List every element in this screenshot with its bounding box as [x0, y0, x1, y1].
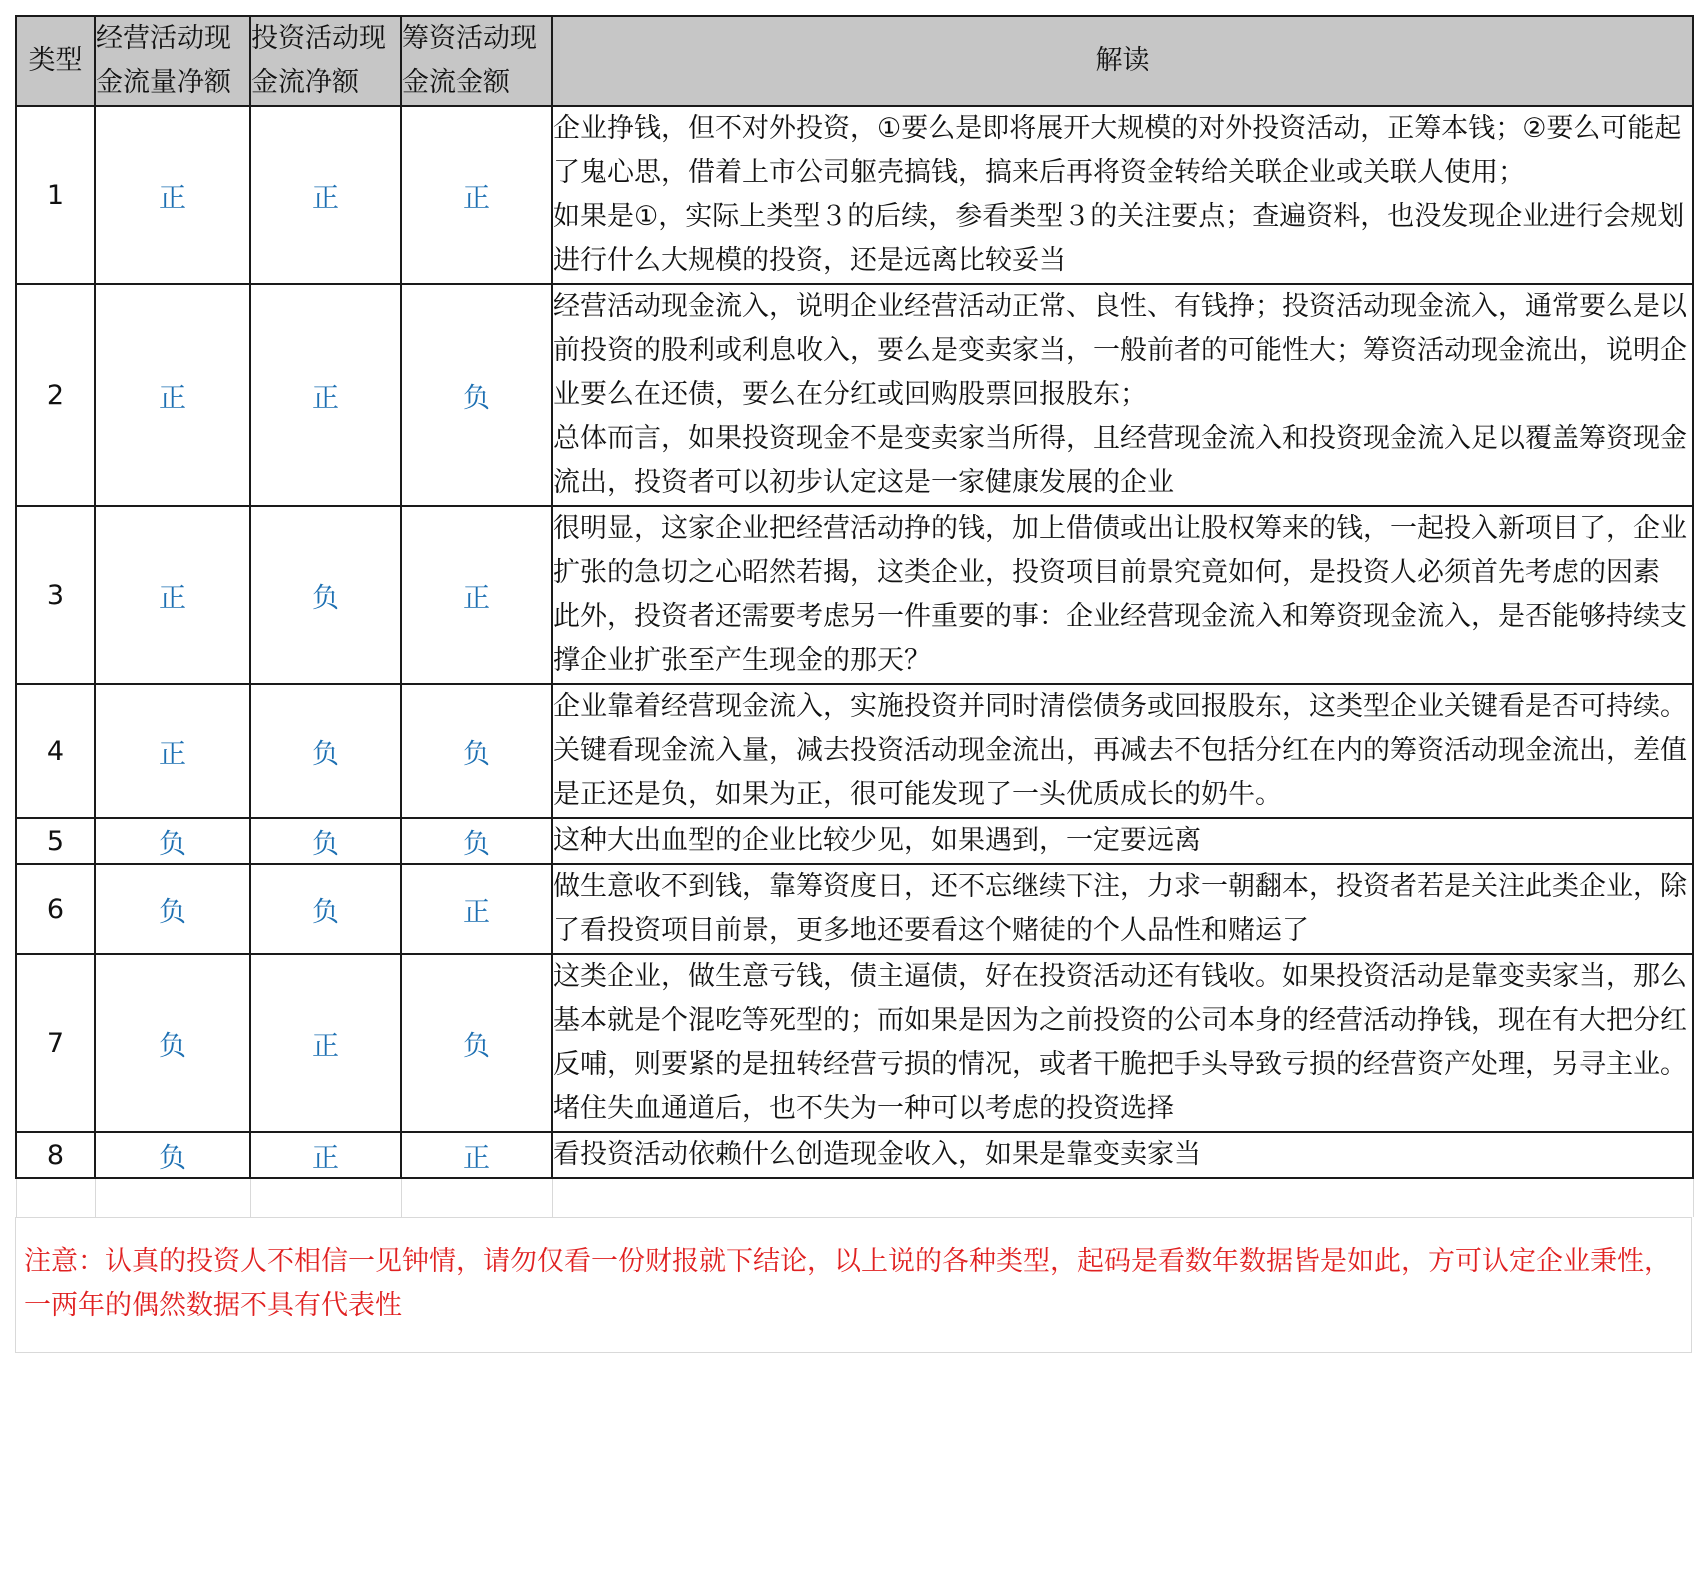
header-interpretation: 解读 — [552, 16, 1693, 106]
financing-cell: 正 — [401, 864, 552, 954]
table-row — [16, 954, 1693, 1132]
empty-cell — [16, 1178, 95, 1217]
interpretation-cell: 经营活动现金流入，说明企业经营活动正常、良性、有钱挣；投资活动现金流入，通常要么是以前投资的股利或利息收入，要么是变卖家当，一般前者的可能性大；筹资活动现金流出，说明企业要么在还债，要么在分红或回购股票回报股东； 总体而言，如果投资现金不是变卖家当所得，且经营现金流入和投资现金流入足以覆盖筹资现金流出，投资者可以初步认定这是一家健康发展的企业 — [552, 284, 1693, 506]
empty-cell — [95, 1178, 250, 1217]
header-financing: 筹资活动现 金流金额 — [401, 16, 552, 106]
financing-cell: 负 — [401, 684, 552, 818]
interpretation-cell: 企业挣钱，但不对外投资，①要么是即将展开大规模的对外投资活动，正筹本钱；②要么可能起了鬼心思，借着上市公司躯壳搞钱，搞来后再将资金转给关联企业或关联人使用； 如果是①，实际上类型３的后续，参看类型３的关注要点；查遍资料，也没发现企业进行会规划进行什么大规模的投资，还是远离比较妥当 — [552, 106, 1693, 284]
investing-cell: 负 — [250, 864, 401, 954]
financing-cell: 负 — [401, 284, 552, 506]
header-operating: 经营活动现 金流量净额 — [95, 16, 250, 106]
interpretation-cell: 做生意收不到钱，靠筹资度日，还不忘继续下注，力求一朝翻本，投资者若是关注此类企业，除了看投资项目前景，更多地还要看这个赌徒的个人品性和赌运了 — [552, 864, 1693, 954]
operating-cell: 正 — [95, 106, 250, 284]
financing-cell: 负 — [401, 818, 552, 864]
header-investing: 投资活动现 金流净额 — [250, 16, 401, 106]
financing-cell: 正 — [401, 106, 552, 284]
operating-cell: 正 — [95, 684, 250, 818]
table-row — [16, 684, 1693, 818]
cash-flow-table — [15, 15, 1694, 1217]
interpretation-cell: 这类企业，做生意亏钱，债主逼债，好在投资活动还有钱收。如果投资活动是靠变卖家当，那么基本就是个混吃等死型的；而如果是因为之前投资的公司本身的经营活动挣钱，现在有大把分红反哺，则要紧的是扭转经营亏损的情况，或者干脆把手头导致亏损的经营资产处理，另寻主业。堵住失血通道后，也不失为一种可以考虑的投资选择 — [552, 954, 1693, 1132]
table-row — [16, 1132, 1693, 1178]
type-cell: 6 — [16, 864, 95, 954]
empty-cell — [250, 1178, 401, 1217]
investing-cell: 正 — [250, 954, 401, 1132]
table-row — [16, 818, 1693, 864]
note-text: 注意：认真的投资人不相信一见钟情，请勿仅看一份财报就下结论，以上说的各种类型，起码是看数年数据皆是如此，方可认定企业秉性，一两年的偶然数据不具有代表性 — [15, 1217, 1692, 1353]
interpretation-cell: 企业靠着经营现金流入，实施投资并同时清偿债务或回报股东，这类型企业关键看是否可持续。 关键看现金流入量，减去投资活动现金流出，再减去不包括分红在内的筹资活动现金流出，差值是正还是负，如果为正，很可能发现了一头优质成长的奶牛。 — [552, 684, 1693, 818]
empty-cell — [401, 1178, 552, 1217]
table-row — [16, 864, 1693, 954]
investing-cell: 负 — [250, 684, 401, 818]
table-row — [16, 106, 1693, 284]
investing-cell: 负 — [250, 506, 401, 684]
empty-cell — [552, 1178, 1693, 1217]
table-row — [16, 506, 1693, 684]
financing-cell: 负 — [401, 954, 552, 1132]
table-row — [16, 284, 1693, 506]
investing-cell: 正 — [250, 284, 401, 506]
interpretation-cell: 看投资活动依赖什么创造现金收入，如果是靠变卖家当 — [552, 1132, 1693, 1178]
financing-cell: 正 — [401, 506, 552, 684]
type-cell: 3 — [16, 506, 95, 684]
operating-cell: 负 — [95, 864, 250, 954]
header-type: 类型 — [16, 16, 95, 106]
type-cell: 7 — [16, 954, 95, 1132]
interpretation-cell: 很明显，这家企业把经营活动挣的钱，加上借债或出让股权筹来的钱，一起投入新项目了，企业扩张的急切之心昭然若揭，这类企业，投资项目前景究竟如何，是投资人必须首先考虑的因素 此外，投资者还需要考虑另一件重要的事：企业经营现金流入和筹资现金流入，是否能够持续支撑企业扩张至产生现金的那天？ — [552, 506, 1693, 684]
type-cell: 5 — [16, 818, 95, 864]
investing-cell: 负 — [250, 818, 401, 864]
investing-cell: 正 — [250, 106, 401, 284]
operating-cell: 负 — [95, 1132, 250, 1178]
financing-cell: 正 — [401, 1132, 552, 1178]
spreadsheet — [15, 15, 1692, 1353]
operating-cell: 负 — [95, 818, 250, 864]
type-cell: 2 — [16, 284, 95, 506]
operating-cell: 正 — [95, 284, 250, 506]
header-row — [16, 16, 1693, 106]
interpretation-cell: 这种大出血型的企业比较少见，如果遇到，一定要远离 — [552, 818, 1693, 864]
empty-row — [16, 1178, 1693, 1217]
investing-cell: 正 — [250, 1132, 401, 1178]
type-cell: 4 — [16, 684, 95, 818]
type-cell: 1 — [16, 106, 95, 284]
type-cell: 8 — [16, 1132, 95, 1178]
operating-cell: 正 — [95, 506, 250, 684]
operating-cell: 负 — [95, 954, 250, 1132]
